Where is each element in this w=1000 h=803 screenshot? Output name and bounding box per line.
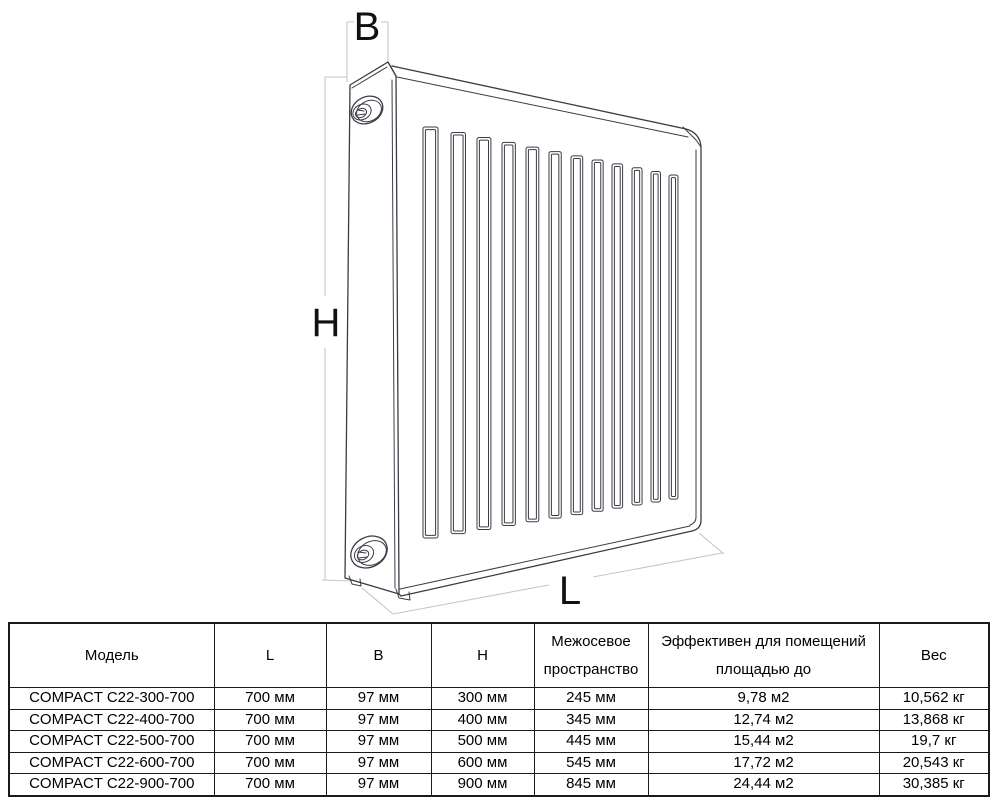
- radiator-fin: [549, 152, 561, 519]
- radiator-fin: [669, 175, 678, 499]
- cell-l: 700 мм: [214, 709, 326, 731]
- cell-axial-space: 245 мм: [534, 688, 648, 710]
- cell-weight: 10,562 кг: [879, 688, 989, 710]
- dimension-label-h: H: [311, 301, 341, 345]
- cell-effective-area: 17,72 м2: [648, 752, 879, 774]
- header-b: B: [326, 623, 431, 688]
- header-effective-area: Эффективен для помещений площадью до: [648, 623, 879, 688]
- radiator-fin: [504, 145, 513, 523]
- radiator-fin: [594, 163, 600, 509]
- cell-model: COMPACT C22-300-700: [9, 688, 214, 710]
- radiator-fin: [573, 158, 580, 512]
- header-l: L: [214, 623, 326, 688]
- dimension-label-l: L: [558, 569, 582, 613]
- radiator-fin: [671, 178, 675, 497]
- cell-model: COMPACT C22-400-700: [9, 709, 214, 731]
- radiator-fin: [614, 166, 620, 505]
- cell-weight: 20,543 кг: [879, 752, 989, 774]
- radiator-fin: [571, 156, 583, 515]
- radiator-fins: [423, 127, 678, 538]
- table-row: [9, 774, 989, 796]
- cell-h: 900 мм: [431, 774, 534, 796]
- radiator-fin: [632, 168, 642, 505]
- cell-model: COMPACT C22-900-700: [9, 774, 214, 796]
- cell-axial-space: 845 мм: [534, 774, 648, 796]
- cell-weight: 13,868 кг: [879, 709, 989, 731]
- radiator-fin: [453, 135, 463, 531]
- cell-h: 300 мм: [431, 688, 534, 710]
- cell-b: 97 мм: [326, 774, 431, 796]
- spec-table: [8, 622, 990, 797]
- cell-b: 97 мм: [326, 731, 431, 753]
- cell-effective-area: 12,74 м2: [648, 709, 879, 731]
- valve-plug-top: [346, 91, 387, 129]
- table-row: [9, 752, 989, 774]
- radiator-fin: [479, 140, 488, 527]
- valve-plug-bottom: [345, 530, 393, 574]
- cell-l: 700 мм: [214, 774, 326, 796]
- radiator-body: [345, 62, 701, 600]
- dimension-label-b: B: [353, 5, 381, 49]
- table-row: [9, 709, 989, 731]
- cell-axial-space: 545 мм: [534, 752, 648, 774]
- cell-model: COMPACT C22-500-700: [9, 731, 214, 753]
- cell-l: 700 мм: [214, 731, 326, 753]
- spec-table-header-row: [9, 623, 989, 688]
- radiator-fin: [551, 154, 558, 515]
- cell-h: 600 мм: [431, 752, 534, 774]
- cell-h: 400 мм: [431, 709, 534, 731]
- cell-l: 700 мм: [214, 752, 326, 774]
- table-row: [9, 688, 989, 710]
- cell-weight: 30,385 кг: [879, 774, 989, 796]
- header-axial-space: Межосевое пространство: [534, 623, 648, 688]
- cell-effective-area: 24,44 м2: [648, 774, 879, 796]
- radiator-fin: [653, 174, 658, 499]
- cell-b: 97 мм: [326, 688, 431, 710]
- table-row: [9, 731, 989, 753]
- header-weight: Вес: [879, 623, 989, 688]
- radiator-fin: [592, 160, 603, 511]
- radiator-fin: [651, 171, 661, 502]
- cell-weight: 19,7 кг: [879, 731, 989, 753]
- radiator-fin: [425, 130, 435, 536]
- cell-axial-space: 445 мм: [534, 731, 648, 753]
- cell-effective-area: 9,78 м2: [648, 688, 879, 710]
- cell-b: 97 мм: [326, 709, 431, 731]
- cell-l: 700 мм: [214, 688, 326, 710]
- header-model: Модель: [9, 623, 214, 688]
- header-h: H: [431, 623, 534, 688]
- cell-h: 500 мм: [431, 731, 534, 753]
- cell-effective-area: 15,44 м2: [648, 731, 879, 753]
- cell-axial-space: 345 мм: [534, 709, 648, 731]
- radiator-fin: [528, 150, 536, 519]
- radiator-fin: [634, 170, 639, 502]
- cell-b: 97 мм: [326, 752, 431, 774]
- radiator-end-plate: [345, 62, 399, 594]
- cell-model: COMPACT C22-600-700: [9, 752, 214, 774]
- radiator-fin: [612, 164, 623, 508]
